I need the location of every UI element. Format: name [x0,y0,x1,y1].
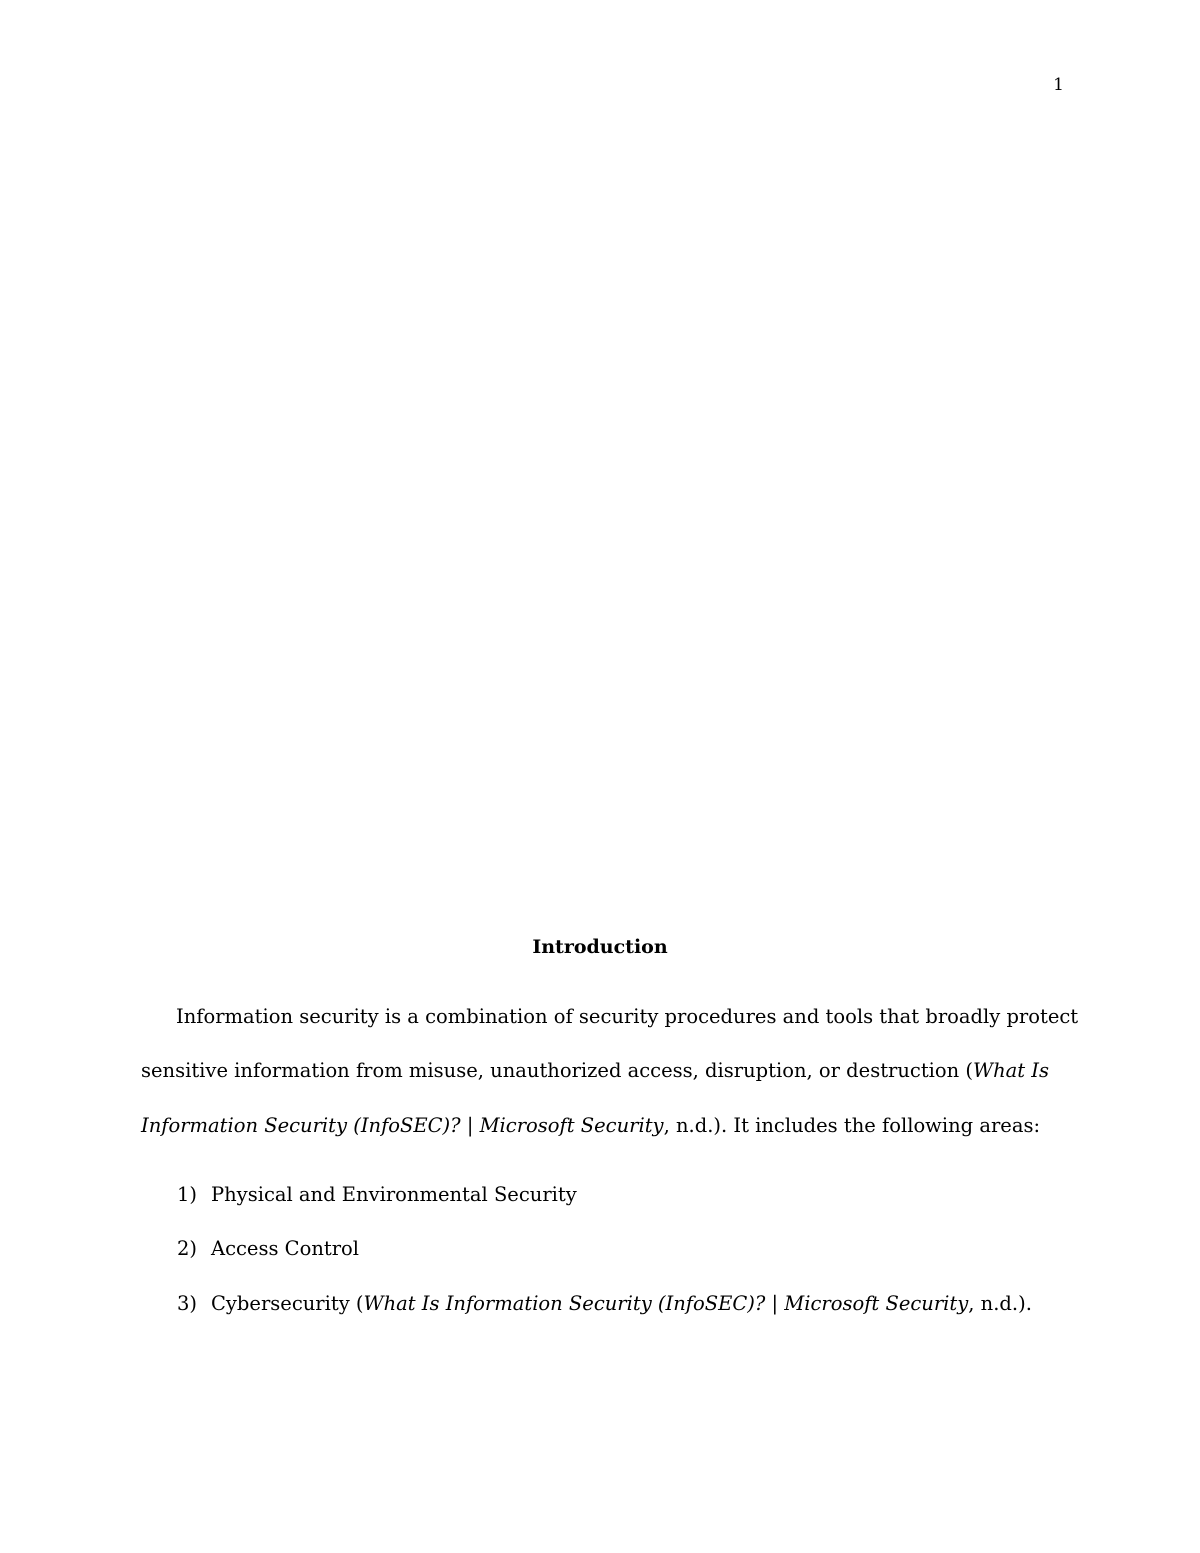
list-item-number: 2) [177,1237,198,1260]
list-item-citation-title: What Is Information Security (InfoSEC)? | Microsoft Security [363,1292,969,1315]
page-number: 1 [1053,75,1064,95]
paragraph-line-1: Information security is a combination of security procedures and tools that broadly protect [176,1005,1079,1028]
list-item-number: 1) [177,1183,198,1206]
list-item-text-end: , n.d.). [968,1292,1032,1315]
paragraph-line-3 [141,1112,1040,1140]
citation-title-start: What Is [973,1059,1050,1082]
paragraph-line-2-text: sensitive information from misuse, unauthorized access, disruption, or destruction ( [141,1059,974,1082]
list-item-text: Physical and Environmental Security [211,1183,577,1206]
section-heading: Introduction [532,936,668,958]
list-item-text [211,1290,1032,1318]
list-item-text-plain: Cybersecurity ( [211,1292,364,1315]
paragraph-line-3-text: , n.d.). It includes the following areas: [663,1114,1041,1137]
list-item-text: Access Control [211,1237,360,1260]
paragraph-line-2 [141,1057,1049,1085]
citation-title-end: Information Security (InfoSEC)? | Microsoft Security [141,1114,664,1137]
list-item-number: 3) [177,1292,198,1315]
